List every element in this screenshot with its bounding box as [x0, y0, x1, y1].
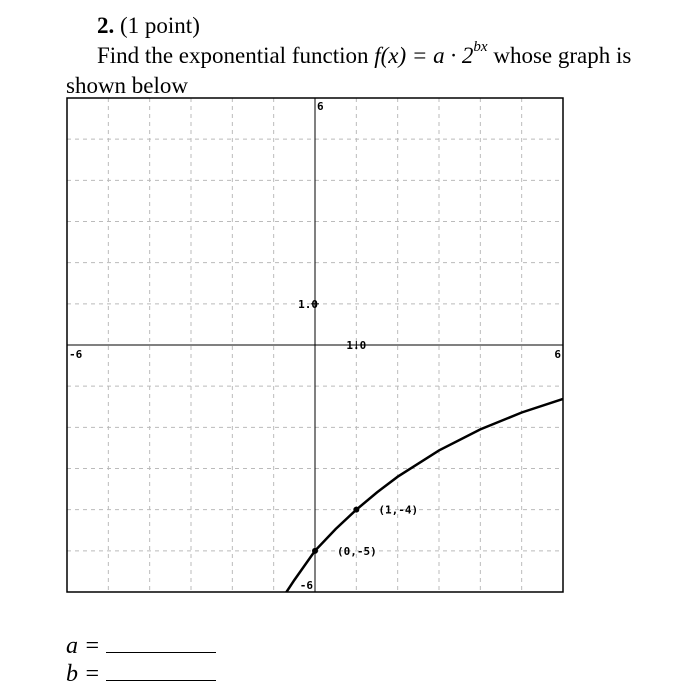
axis-tick-label: 6	[317, 100, 324, 113]
function-exponent: bx	[473, 39, 488, 56]
axis-tick-label: 6	[554, 348, 561, 361]
answer-a-input[interactable]	[106, 632, 216, 653]
function-lhs: f(x) = a · 2	[374, 43, 474, 68]
axis-tick-label: 1.0	[298, 297, 318, 311]
graph	[60, 92, 580, 602]
answer-b-input[interactable]	[106, 660, 216, 681]
problem-text	[97, 39, 632, 70]
marked-point	[353, 507, 359, 513]
problem-text-continued: shown below	[66, 73, 189, 98]
axis-tick-label: -6	[299, 579, 313, 592]
point-label: (0,-5)	[337, 544, 377, 558]
problem-text-prefix: Find the exponential function	[97, 43, 375, 68]
point-label: (1,-4)	[378, 503, 419, 517]
axis-tick-label: 1.0	[346, 339, 367, 352]
marked-point	[312, 548, 318, 554]
problem-header	[97, 12, 200, 40]
problem-text-suffix: whose graph is	[487, 43, 632, 68]
answer-a-label: a =	[66, 633, 101, 659]
axis-tick-label: -6	[69, 348, 83, 361]
problem-number: 2.	[97, 13, 115, 38]
answer-a-row	[66, 632, 216, 660]
problem-points: (1 point)	[120, 13, 200, 38]
exponential-curve	[284, 399, 563, 596]
answer-b-label: b =	[66, 661, 101, 687]
graph-svg	[60, 92, 580, 602]
